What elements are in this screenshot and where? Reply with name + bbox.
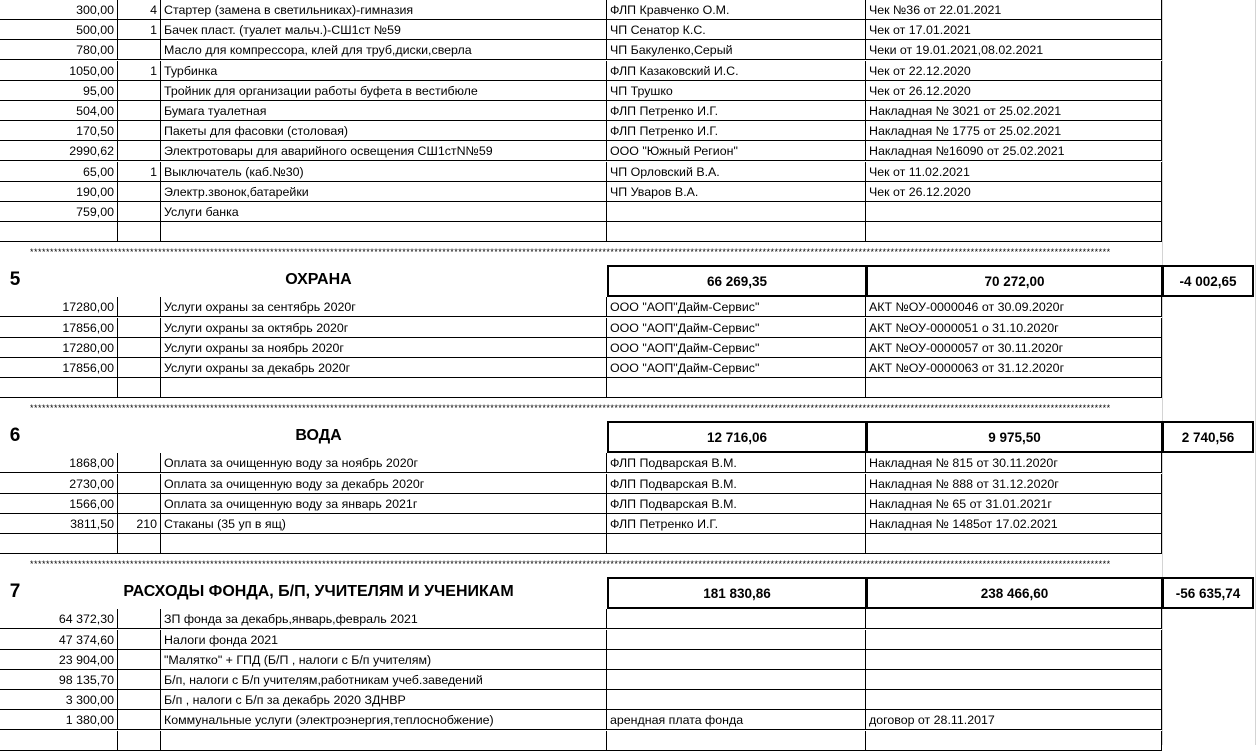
amount-cell[interactable]: 759,00 — [0, 202, 118, 222]
description-cell[interactable]: Масло для компрессора, клей для труб,диски,сверла — [161, 40, 607, 60]
qty-cell[interactable] — [118, 670, 161, 690]
document-cell[interactable] — [866, 378, 1162, 398]
amount-cell[interactable] — [0, 378, 118, 398]
document-cell[interactable]: Чек №36 от 22.01.2021 — [866, 0, 1162, 20]
document-cell[interactable]: Чек от 26.12.2020 — [866, 81, 1162, 101]
amount-cell[interactable]: 17280,00 — [0, 297, 118, 317]
amount-cell[interactable]: 780,00 — [0, 40, 118, 60]
qty-cell[interactable] — [118, 222, 161, 242]
amount-cell[interactable]: 2990,62 — [0, 141, 118, 161]
amount-cell[interactable]: 3811,50 — [0, 514, 118, 534]
qty-cell[interactable] — [118, 710, 161, 730]
amount-cell[interactable]: 17856,00 — [0, 318, 118, 338]
qty-cell[interactable] — [118, 474, 161, 494]
section-actual-total[interactable]: 9 975,50 — [866, 421, 1163, 453]
description-cell[interactable]: "Малятко" + ГПД (Б/П , налоги с Б/п учителям) — [161, 650, 607, 670]
document-cell[interactable] — [866, 222, 1162, 242]
supplier-cell[interactable] — [607, 222, 866, 242]
amount-cell[interactable]: 3 300,00 — [0, 690, 118, 710]
amount-cell[interactable]: 300,00 — [0, 0, 118, 20]
qty-cell[interactable] — [118, 81, 161, 101]
supplier-cell[interactable]: ФЛП Казаковский И.С. — [607, 61, 866, 81]
amount-cell[interactable]: 504,00 — [0, 101, 118, 121]
description-cell[interactable]: Б/п, налоги с Б/п учителям,работникам учеб.заведений — [161, 670, 607, 690]
section-difference[interactable]: -4 002,65 — [1162, 265, 1254, 297]
document-cell[interactable]: АКТ №ОУ-0000063 от 31.12.2020г — [866, 358, 1162, 378]
supplier-cell[interactable] — [607, 731, 866, 751]
supplier-cell[interactable]: ООО "АОП"Дайм-Сервис" — [607, 338, 866, 358]
description-cell[interactable]: Услуги охраны за ноябрь 2020г — [161, 338, 607, 358]
supplier-cell[interactable]: арендная плата фонда — [607, 710, 866, 730]
qty-cell[interactable]: 210 — [118, 514, 161, 534]
section-number: 6 — [9, 425, 21, 447]
description-cell[interactable]: Оплата за очищенную воду за декабрь 2020г — [161, 474, 607, 494]
document-cell[interactable] — [866, 670, 1162, 690]
qty-cell[interactable] — [118, 494, 161, 514]
document-cell[interactable]: Накладная № 3021 от 25.02.2021 — [866, 101, 1162, 121]
description-cell[interactable]: Услуги охраны за сентябрь 2020г — [161, 297, 607, 317]
description-cell[interactable]: Электротовары для аварийного освещения СШ1стN№59 — [161, 141, 607, 161]
section-number: 7 — [9, 581, 21, 603]
amount-cell[interactable] — [0, 222, 118, 242]
section-number: 5 — [9, 269, 21, 291]
amount-cell[interactable] — [0, 731, 118, 751]
gridline — [1162, 0, 1163, 745]
qty-cell[interactable] — [118, 338, 161, 358]
description-cell[interactable] — [161, 378, 607, 398]
section-planned-total[interactable]: 181 830,86 — [607, 577, 867, 609]
qty-cell[interactable]: 1 — [118, 20, 161, 40]
amount-cell[interactable]: 1566,00 — [0, 494, 118, 514]
supplier-cell[interactable]: ФЛП Петренко И.Г. — [607, 101, 866, 121]
document-cell[interactable]: Чек от 22.12.2020 — [866, 61, 1162, 81]
amount-cell[interactable]: 64 372,30 — [0, 609, 118, 629]
document-cell[interactable]: Накладная № 65 от 31.01.2021г — [866, 494, 1162, 514]
description-cell[interactable]: ЗП фонда за декабрь,январь,февраль 2021 — [161, 609, 607, 629]
description-cell[interactable]: Услуги охраны за декабрь 2020г — [161, 358, 607, 378]
supplier-cell[interactable] — [607, 378, 866, 398]
section-actual-total[interactable]: 70 272,00 — [866, 265, 1163, 297]
supplier-cell[interactable]: ФЛП Подварская В.М. — [607, 453, 866, 473]
description-cell[interactable] — [161, 534, 607, 554]
document-cell[interactable]: Чек от 17.01.2021 — [866, 20, 1162, 40]
description-cell[interactable]: Тройник для организации работы буфета в вестибюле — [161, 81, 607, 101]
description-cell[interactable]: Электр.звонок,батарейки — [161, 182, 607, 202]
amount-cell[interactable]: 17856,00 — [0, 358, 118, 378]
qty-cell[interactable] — [118, 40, 161, 60]
supplier-cell[interactable]: ЧП Сенатор К.С. — [607, 20, 866, 40]
section-title: РАСХОДЫ ФОНДА, Б/П, УЧИТЕЛЯМ И УЧЕНИКАМ — [123, 583, 514, 601]
qty-cell[interactable]: 1 — [118, 162, 161, 182]
document-cell[interactable]: Чек от 11.02.2021 — [866, 162, 1162, 182]
supplier-cell[interactable]: ООО "Южный Регион" — [607, 141, 866, 161]
amount-cell[interactable]: 500,00 — [0, 20, 118, 40]
document-cell[interactable] — [866, 630, 1162, 650]
section-difference[interactable]: 2 740,56 — [1162, 421, 1254, 453]
qty-cell[interactable]: 1 — [118, 61, 161, 81]
supplier-cell[interactable] — [607, 690, 866, 710]
description-cell[interactable]: Коммунальные услуги (электроэнергия,теплоснобжение) — [161, 710, 607, 730]
qty-cell[interactable] — [118, 630, 161, 650]
document-cell[interactable] — [866, 202, 1162, 222]
supplier-cell[interactable]: ФЛП Петренко И.Г. — [607, 121, 866, 141]
supplier-cell[interactable] — [607, 670, 866, 690]
qty-cell[interactable] — [118, 453, 161, 473]
description-cell[interactable]: Услуги банка — [161, 202, 607, 222]
supplier-cell[interactable]: ЧП Уваров В.А. — [607, 182, 866, 202]
amount-cell[interactable]: 1050,00 — [0, 61, 118, 81]
amount-cell[interactable]: 190,00 — [0, 182, 118, 202]
section-title: ВОДА — [295, 427, 342, 445]
document-cell[interactable]: Чек от 26.12.2020 — [866, 182, 1162, 202]
supplier-cell[interactable]: ЧП Трушко — [607, 81, 866, 101]
supplier-cell[interactable] — [607, 202, 866, 222]
supplier-cell[interactable]: ФЛП Кравченко О.М. — [607, 0, 866, 20]
document-cell[interactable] — [866, 609, 1162, 629]
supplier-cell[interactable] — [607, 630, 866, 650]
section-actual-total[interactable]: 238 466,60 — [866, 577, 1163, 609]
description-cell[interactable]: Услуги охраны за октябрь 2020г — [161, 318, 607, 338]
description-cell[interactable] — [161, 222, 607, 242]
description-cell[interactable]: Налоги фонда 2021 — [161, 630, 607, 650]
amount-cell[interactable]: 47 374,60 — [0, 630, 118, 650]
supplier-cell[interactable]: ФЛП Подварская В.М. — [607, 474, 866, 494]
description-cell[interactable]: Оплата за очищенную воду за ноябрь 2020г — [161, 453, 607, 473]
section-planned-total[interactable]: 12 716,06 — [607, 421, 867, 453]
description-cell[interactable]: Пакеты для фасовки (столовая) — [161, 121, 607, 141]
qty-cell[interactable] — [118, 141, 161, 161]
supplier-cell[interactable]: ООО "АОП"Дайм-Сервис" — [607, 358, 866, 378]
qty-cell[interactable] — [118, 690, 161, 710]
qty-cell[interactable] — [118, 609, 161, 629]
qty-cell[interactable] — [118, 358, 161, 378]
section-separator: ****************************************************************************************************************************************************************************************************************************************************************************** — [30, 403, 1111, 413]
qty-cell[interactable] — [118, 121, 161, 141]
supplier-cell[interactable] — [607, 534, 866, 554]
description-cell[interactable]: Бачек пласт. (туалет мальч.)-СШ1ст №59 — [161, 20, 607, 40]
document-cell[interactable]: Накладная № 1775 от 25.02.2021 — [866, 121, 1162, 141]
document-cell[interactable]: Накладная №16090 от 25.02.2021 — [866, 141, 1162, 161]
description-cell[interactable]: Б/п , налоги с Б/п за декабрь 2020 ЗДНВР — [161, 690, 607, 710]
document-cell[interactable]: Чеки от 19.01.2021,08.02.2021 — [866, 40, 1162, 60]
amount-cell[interactable]: 95,00 — [0, 81, 118, 101]
supplier-cell[interactable] — [607, 650, 866, 670]
supplier-cell[interactable]: ЧП Бакуленко,Серый — [607, 40, 866, 60]
description-cell[interactable]: Стартер (замена в светильниках)-гимназия — [161, 0, 607, 20]
qty-cell[interactable] — [118, 534, 161, 554]
document-cell[interactable]: Накладная № 1485от 17.02.2021 — [866, 514, 1162, 534]
document-cell[interactable]: АКТ №ОУ-0000046 от 30.09.2020г — [866, 297, 1162, 317]
section-title: ОХРАНА — [285, 271, 352, 289]
section-separator: ****************************************************************************************************************************************************************************************************************************************************************************** — [30, 559, 1111, 569]
document-cell[interactable]: АКТ №ОУ-0000051 о 31.10.2020г — [866, 318, 1162, 338]
supplier-cell[interactable]: ООО "АОП"Дайм-Сервис" — [607, 297, 866, 317]
qty-cell[interactable] — [118, 650, 161, 670]
amount-cell[interactable]: 1 380,00 — [0, 710, 118, 730]
section-separator: ****************************************************************************************************************************************************************************************************************************************************************************** — [30, 247, 1111, 257]
amount-cell[interactable]: 1868,00 — [0, 453, 118, 473]
description-cell[interactable]: Оплата за очищенную воду за январь 2021г — [161, 494, 607, 514]
supplier-cell[interactable]: ЧП Орловский В.А. — [607, 162, 866, 182]
amount-cell[interactable] — [0, 534, 118, 554]
description-cell[interactable]: Выключатель (каб.№30) — [161, 162, 607, 182]
qty-cell[interactable] — [118, 318, 161, 338]
qty-cell[interactable] — [118, 101, 161, 121]
document-cell[interactable]: Накладная № 815 от 30.11.2020г — [866, 453, 1162, 473]
amount-cell[interactable]: 170,50 — [0, 121, 118, 141]
document-cell[interactable] — [866, 534, 1162, 554]
description-cell[interactable] — [161, 731, 607, 751]
qty-cell[interactable] — [118, 202, 161, 222]
qty-cell[interactable] — [118, 731, 161, 751]
description-cell[interactable]: Стаканы (35 уп в ящ) — [161, 514, 607, 534]
supplier-cell[interactable] — [607, 609, 866, 629]
qty-cell[interactable] — [118, 182, 161, 202]
document-cell[interactable]: АКТ №ОУ-0000057 от 30.11.2020г — [866, 338, 1162, 358]
amount-cell[interactable]: 2730,00 — [0, 474, 118, 494]
supplier-cell[interactable]: ФЛП Подварская В.М. — [607, 494, 866, 514]
description-cell[interactable]: Турбинка — [161, 61, 607, 81]
qty-cell[interactable] — [118, 297, 161, 317]
document-cell[interactable]: Накладная № 888 от 31.12.2020г — [866, 474, 1162, 494]
amount-cell[interactable]: 23 904,00 — [0, 650, 118, 670]
document-cell[interactable] — [866, 731, 1162, 751]
amount-cell[interactable]: 65,00 — [0, 162, 118, 182]
amount-cell[interactable]: 98 135,70 — [0, 670, 118, 690]
qty-cell[interactable]: 4 — [118, 0, 161, 20]
supplier-cell[interactable]: ООО "АОП"Дайм-Сервис" — [607, 318, 866, 338]
document-cell[interactable] — [866, 690, 1162, 710]
description-cell[interactable]: Бумага туалетная — [161, 101, 607, 121]
section-difference[interactable]: -56 635,74 — [1162, 577, 1254, 609]
document-cell[interactable]: договор от 28.11.2017 — [866, 710, 1162, 730]
amount-cell[interactable]: 17280,00 — [0, 338, 118, 358]
supplier-cell[interactable]: ФЛП Петренко И.Г. — [607, 514, 866, 534]
document-cell[interactable] — [866, 650, 1162, 670]
qty-cell[interactable] — [118, 378, 161, 398]
section-planned-total[interactable]: 66 269,35 — [607, 265, 867, 297]
